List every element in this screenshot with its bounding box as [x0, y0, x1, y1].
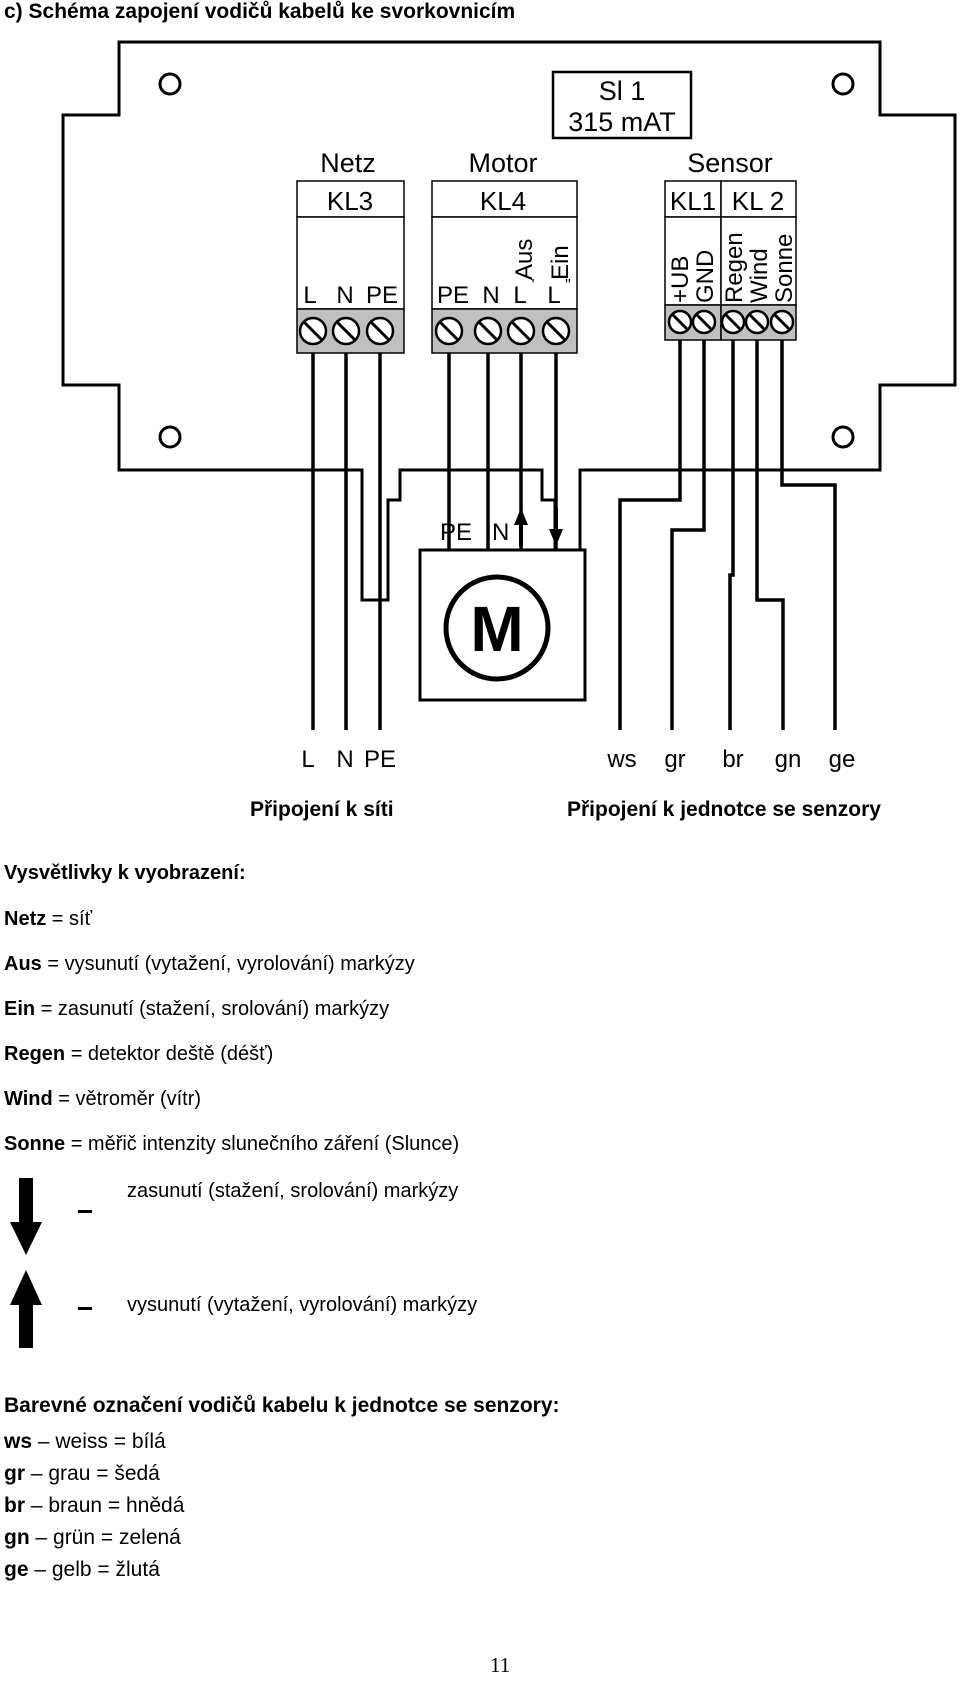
- color-text: – grau = šedá: [30, 1462, 160, 1485]
- sensor-wires: [620, 340, 835, 730]
- motor-terminal-pe: PE: [436, 282, 470, 309]
- color-code: ws: [4, 1430, 33, 1453]
- motor-terminal-n: N: [482, 282, 500, 309]
- legend-definition: = větroměr (vítr): [58, 1088, 202, 1110]
- sensor-heading: Sensor: [687, 148, 773, 178]
- sensor-label-ge: ge: [828, 746, 856, 773]
- wiring-diagram: [0, 0, 960, 840]
- mounting-hole: [160, 427, 180, 447]
- legend-item: [4, 908, 92, 931]
- motor-heading: Motor: [468, 148, 538, 178]
- color-legend-heading: Barevné označení vodičů kabelu k jednotce se senzory:: [4, 1394, 560, 1417]
- legend-definition: = zasunutí (stažení, srolování) markýzy: [40, 998, 390, 1020]
- arrow-down-icon: [10, 1178, 42, 1255]
- terminal-screw: [300, 318, 326, 344]
- sensor-terminal-sonne: Sonne: [771, 233, 798, 303]
- legend-term: Regen: [4, 1043, 66, 1065]
- motor-label-pe: PE: [440, 519, 473, 546]
- sensor-label-gn: gn: [774, 746, 802, 773]
- arrow-legend-icons: [0, 1170, 110, 1360]
- terminal-screw: [669, 311, 691, 333]
- terminal-screw: [722, 311, 744, 333]
- color-code: gn: [4, 1526, 30, 1549]
- legend-item: [4, 953, 415, 976]
- arrow-up-icon: [10, 1270, 42, 1348]
- page-title: c) Schéma zapojení vodičů kabelů ke svorkovnicím: [4, 0, 516, 23]
- color-item: [4, 1558, 160, 1582]
- color-item: [4, 1494, 184, 1518]
- legend-item: [4, 1133, 459, 1156]
- mains-label-n: N: [336, 746, 354, 773]
- kl3-label: KL3: [326, 186, 374, 216]
- arrow-up-description: vysunutí (vytažení, vyrolování) markýzy: [127, 1294, 478, 1316]
- sensor-terminal-ub: +UB: [667, 255, 694, 303]
- arrow-down-icon: [549, 508, 563, 546]
- arrow-up-icon: [514, 508, 528, 546]
- arrow-down-description: zasunutí (stažení, srolování) markýzy: [127, 1180, 459, 1202]
- terminal-screw: [475, 318, 501, 344]
- terminal-screw: [367, 318, 393, 344]
- color-text: – weiss = bílá: [37, 1430, 166, 1453]
- color-item: [4, 1526, 181, 1550]
- sensor-terminal-regen: Regen: [721, 232, 748, 303]
- netz-terminal-pe: PE: [365, 282, 399, 309]
- terminal-screw: [693, 311, 715, 333]
- terminal-screw: [508, 318, 534, 344]
- legend-item: [4, 1088, 201, 1111]
- legend-term: Wind: [4, 1088, 53, 1110]
- motor-mark-aus: ': [531, 277, 535, 294]
- motor-terminal-aus: Aus: [511, 238, 538, 280]
- sensor-terminal-wind: Wind: [746, 248, 773, 303]
- legend-definition: = detektor deště (déšť): [70, 1043, 274, 1065]
- netz-terminal-n: N: [336, 282, 354, 309]
- mains-label-pe: PE: [363, 746, 397, 773]
- legend-term: Netz: [4, 908, 47, 930]
- page-number: 11: [490, 1653, 511, 1677]
- legend-definition: = měřič intenzity slunečního záření (Slunce): [70, 1133, 460, 1155]
- terminal-screw: [436, 318, 462, 344]
- legend-item: [4, 998, 389, 1021]
- sensor-label-br: br: [722, 746, 744, 773]
- terminal-screw: [543, 318, 569, 344]
- motor-terminal-ein: Ein: [547, 245, 574, 280]
- kl4-label: KL4: [479, 186, 527, 216]
- legend-term: Ein: [4, 998, 36, 1020]
- motor-mark-ein: ": [565, 277, 571, 294]
- terminal-screw: [771, 311, 793, 333]
- caption-sensors: Připojení k jednotce se senzory: [567, 798, 881, 821]
- color-code: gr: [4, 1462, 25, 1485]
- color-code: br: [4, 1494, 25, 1517]
- color-item: [4, 1430, 166, 1454]
- mounting-hole: [160, 74, 180, 94]
- motor-terminal-l-ein: L: [547, 282, 561, 309]
- dash-icon: [78, 1210, 92, 1213]
- terminal-screw: [746, 311, 768, 333]
- fuse-rating: 315 mAT: [568, 107, 676, 137]
- dash-icon: [78, 1307, 92, 1310]
- motor-terminal-l-aus: L: [513, 282, 527, 309]
- color-text: – grün = zelená: [35, 1526, 181, 1549]
- mains-wires: [313, 353, 380, 730]
- legend-term: Sonne: [4, 1133, 66, 1155]
- color-code: ge: [4, 1558, 29, 1581]
- netz-heading: Netz: [320, 148, 376, 178]
- motor-symbol-letter: M: [470, 593, 524, 665]
- terminal-screw: [333, 318, 359, 344]
- mains-label-l: L: [301, 746, 315, 773]
- mounting-hole: [833, 427, 853, 447]
- sensor-terminal-gnd: GND: [692, 249, 719, 303]
- kl2-label: KL 2: [731, 186, 785, 216]
- color-text: – gelb = žlutá: [34, 1558, 160, 1581]
- legend-definition: = vysunutí (vytažení, vyrolování) markýzy: [47, 953, 415, 975]
- motor-label-n: N: [492, 519, 510, 546]
- kl1-label: KL1: [669, 186, 717, 216]
- legend-term: Aus: [4, 953, 42, 975]
- caption-mains: Připojení k síti: [250, 798, 394, 821]
- legend-heading: Vysvětlivky k vyobrazení:: [4, 862, 246, 884]
- legend-item: [4, 1043, 273, 1066]
- color-text: – braun = hnědá: [30, 1494, 185, 1517]
- legend-definition: = síť: [51, 908, 93, 930]
- mounting-hole: [833, 74, 853, 94]
- netz-terminal-l: L: [303, 282, 317, 309]
- fuse-label: Sl 1: [598, 76, 646, 106]
- color-item: [4, 1462, 160, 1486]
- sensor-label-ws: ws: [607, 746, 637, 773]
- sensor-label-gr: gr: [664, 746, 686, 773]
